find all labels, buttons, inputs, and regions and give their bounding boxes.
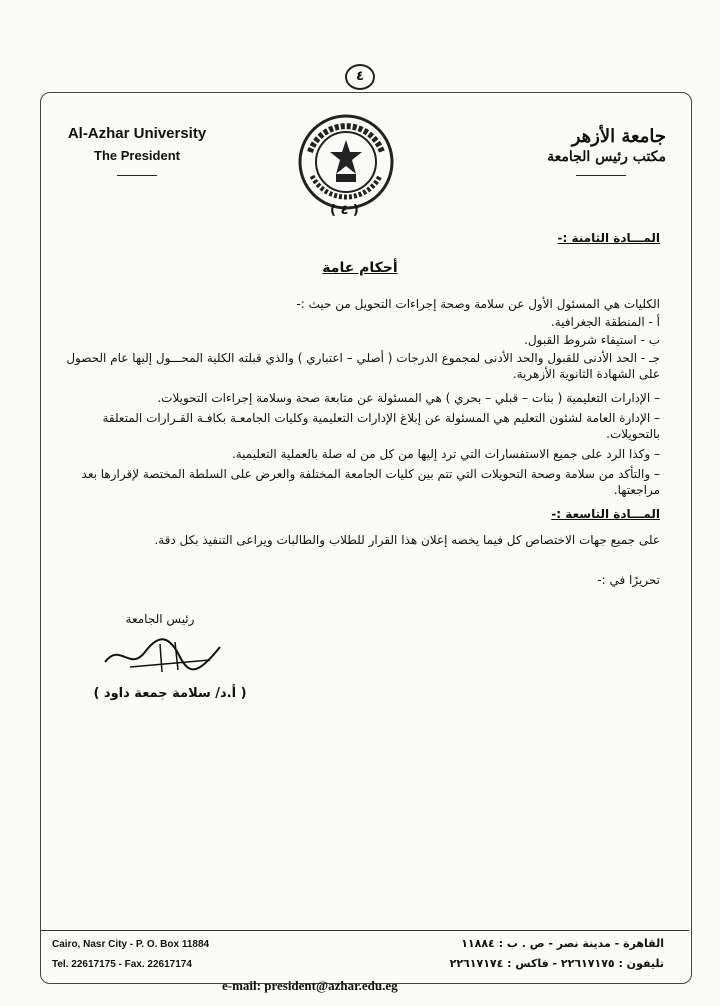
signature-icon <box>100 632 230 682</box>
article-8-intro: الكليات هي المسئول الأول عن سلامة وصحة إجراءات التحويل من حيث :- <box>296 297 660 311</box>
article-8-heading: المـــادة الثامنة :- <box>557 231 660 245</box>
footer-divider <box>41 930 689 931</box>
issued-label: تحريرًا في :- <box>597 573 660 587</box>
university-seal-icon <box>296 112 396 212</box>
footer-en-address: Cairo, Nasr City - P. O. Box 11884 <box>52 939 210 950</box>
footer-ar-address: القاهرة - مدينة نصر - ص . ب : ١١٨٨٤ <box>461 937 664 950</box>
en-university-name: Al-Azhar University <box>67 125 207 142</box>
seal-number: ( ٤ ) <box>330 203 359 218</box>
list-item: ب - استيفاء شروط القبول. <box>524 333 660 347</box>
list-item: – والتأكد من سلامة وصحة التحويلات التي تتم بين كليات الجامعة المختلفة والعرض على السلطة المختصة لإقرارها بعد مراجعتها. <box>81 467 660 497</box>
article-9-text: على جميع جهات الاختصاص كل فيما يخصه إعلان هذا القرار للطلاب والطالبات ويراعى التنفيذ بكل دقة. <box>154 533 660 547</box>
page-number: ٤ <box>345 64 375 90</box>
signature-role: رئيس الجامعة <box>125 612 195 626</box>
section-title: أحكام عامة <box>322 260 398 276</box>
divider <box>117 175 157 176</box>
list-item: – الإدارات التعليمية ( بنات – قبلي – بحري ) هي المسئولة عن متابعة صحة وسلامة إجراءات التحويلات. <box>157 391 660 405</box>
divider <box>576 175 626 176</box>
ar-university-name: جامعة الأزهر <box>571 126 666 147</box>
english-letterhead <box>52 125 222 176</box>
en-president-title: The President <box>94 148 180 163</box>
arabic-letterhead <box>496 126 666 176</box>
list-item: أ - المنطقة الجغرافية. <box>550 315 660 329</box>
article-9-heading: المـــادة التاسعة :- <box>551 507 660 521</box>
signer-name: ( أ.د/ سلامة جمعة داود ) <box>93 686 247 701</box>
ar-office-title: مكتب رئيس الجامعة <box>547 149 666 165</box>
footer-ar-phone: تليفون : ٢٢٦١٧١٧٥ - فاكس : ٢٢٦١٧١٧٤ <box>449 957 664 970</box>
list-item: جـ - الحد الأدنى للقبول والحد الأدنى لمجموع الدرجات ( أصلي – اعتباري ) والذي قبلته الكلية المحـــول إليها عام الحصول على الشهادة الثانوية الأزهرية. <box>66 351 660 381</box>
list-item: – الإدارة العامة لشئون التعليم هي المسئولة عن إبلاغ الإدارات التعليمية وكليات الجامعـة بكافـة القـرارات المتعلقة بالتحويلات. <box>102 411 660 441</box>
list-item: – وكذا الرد على جميع الاستفسارات التي ترد إليها من كل من له صلة بالعملية التعليمية. <box>231 447 660 461</box>
footer-en-phone: Tel. 22617175 - Fax. 22617174 <box>52 959 192 970</box>
footer-email[interactable]: e-mail: president@azhar.edu.eg <box>222 978 398 993</box>
